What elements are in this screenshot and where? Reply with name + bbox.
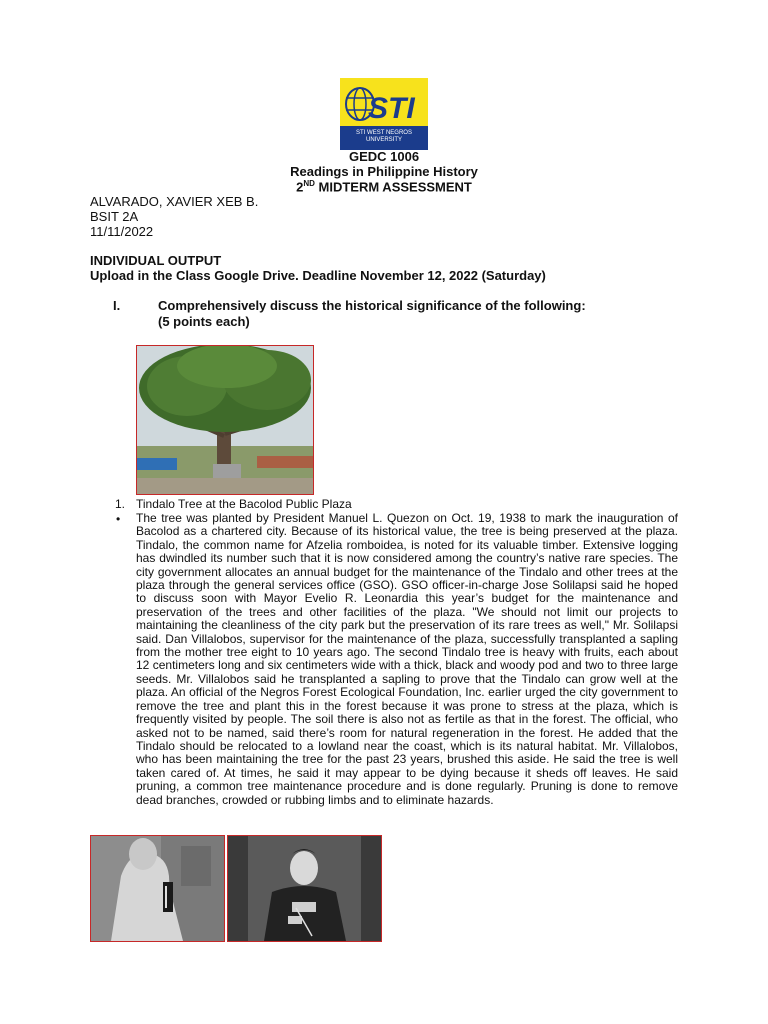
student-section: BSIT 2A bbox=[90, 209, 139, 224]
tindalo-tree-photo bbox=[136, 345, 314, 495]
logo-wordmark: STI bbox=[368, 92, 415, 125]
deadline-note: Upload in the Class Google Drive. Deadline November 12, 2022 (Saturday) bbox=[90, 268, 546, 283]
statue-photo bbox=[90, 835, 225, 942]
section-prompt: Comprehensively discuss the historical significance of the following: bbox=[158, 298, 586, 313]
course-code: GEDC 1006 bbox=[348, 149, 420, 164]
sti-logo-mark bbox=[344, 82, 424, 126]
assessment-ordinal: 2 bbox=[296, 179, 304, 195]
item-number: 1. bbox=[115, 497, 126, 511]
assessment-ordinal-suffix: ND bbox=[303, 179, 315, 188]
output-type: INDIVIDUAL OUTPUT bbox=[90, 253, 222, 268]
course-title: Readings in Philippine History bbox=[290, 164, 478, 179]
student-name: ALVARADO, XAVIER XEB B. bbox=[90, 194, 259, 209]
friar-portrait-photo bbox=[227, 835, 382, 942]
logo-university: STI WEST NEGROS UNIVERSITY bbox=[340, 126, 428, 150]
section-numeral: I. bbox=[113, 298, 121, 313]
section-points: (5 points each) bbox=[158, 314, 250, 329]
assessment-title bbox=[0, 179, 768, 194]
submission-date: 11/11/2022 bbox=[90, 224, 154, 239]
item-discussion: The tree was planted by President Manuel L. Quezon on Oct. 19, 1938 to mark the inauguration of Bacolod as a chartered city. Because of its historical value, the tree is being preserved at the plaza. Tindalo, the common name for Afzelia romboidea, is noted for its valuable timber. Extensive logging has dwindled its number such that it is now considered among the country’s native rare species. The city government allocates an annual budget for the maintenance of the Tindalo and other trees at the plaza through the general services office (GSO). GSO officer-in-charge Jose Solilapsi said he hoped to discuss soon with Mayor Evelio R. Leonardia this year’s budget for the maintenance and preservation of the trees and other facilities of the plaza. "We should not limit our projects to maintaining the cleanliness of the city park but the preservation of its rare trees as well," Mr. Solilapsi said. Dan Villalobos, supervisor for the maintenance of the plaza, successfully transplanted a sapling from the mother tree eight to 10 years ago. The second Tindalo tree is heavy with fruits, each about 12 centimeters long and six centimeters wide with a thick, black and woody pod and two to three large seeds. Mr. Villalobos said he transplanted a sapling to prove that the Tindalo can grow well at the plaza. An official of the Negros Forest Ecological Foundation, Inc. earlier urged the city government to remove the tree and plant this in the forest because it was prone to stress at the plaza, which is frequently visited by people. The soil there is also not as fertile as that in the forest. The official, who asked not to be named, said there’s room for natural regeneration in the forest. He added that the Tindalo should be relocated to a lowland near the coast, which is its natural habitat. Mr. Villalobos, who has been maintaining the tree for the past 23 years, brushed this aside. He said the tree is well taken cared of. At times, he said it may appear to be dying because it sheds off leaves. He said pruning, a common tree maintenance procedure and is done regularly. Pruning is done to remove dead branches, crowded or rubbing limbs and to eliminate hazards. bbox=[136, 511, 678, 807]
bullet: • bbox=[116, 512, 121, 526]
assessment-name: MIDTERM ASSESSMENT bbox=[314, 179, 472, 195]
sti-logo bbox=[340, 78, 428, 150]
item-title: Tindalo Tree at the Bacolod Public Plaza bbox=[136, 497, 352, 511]
